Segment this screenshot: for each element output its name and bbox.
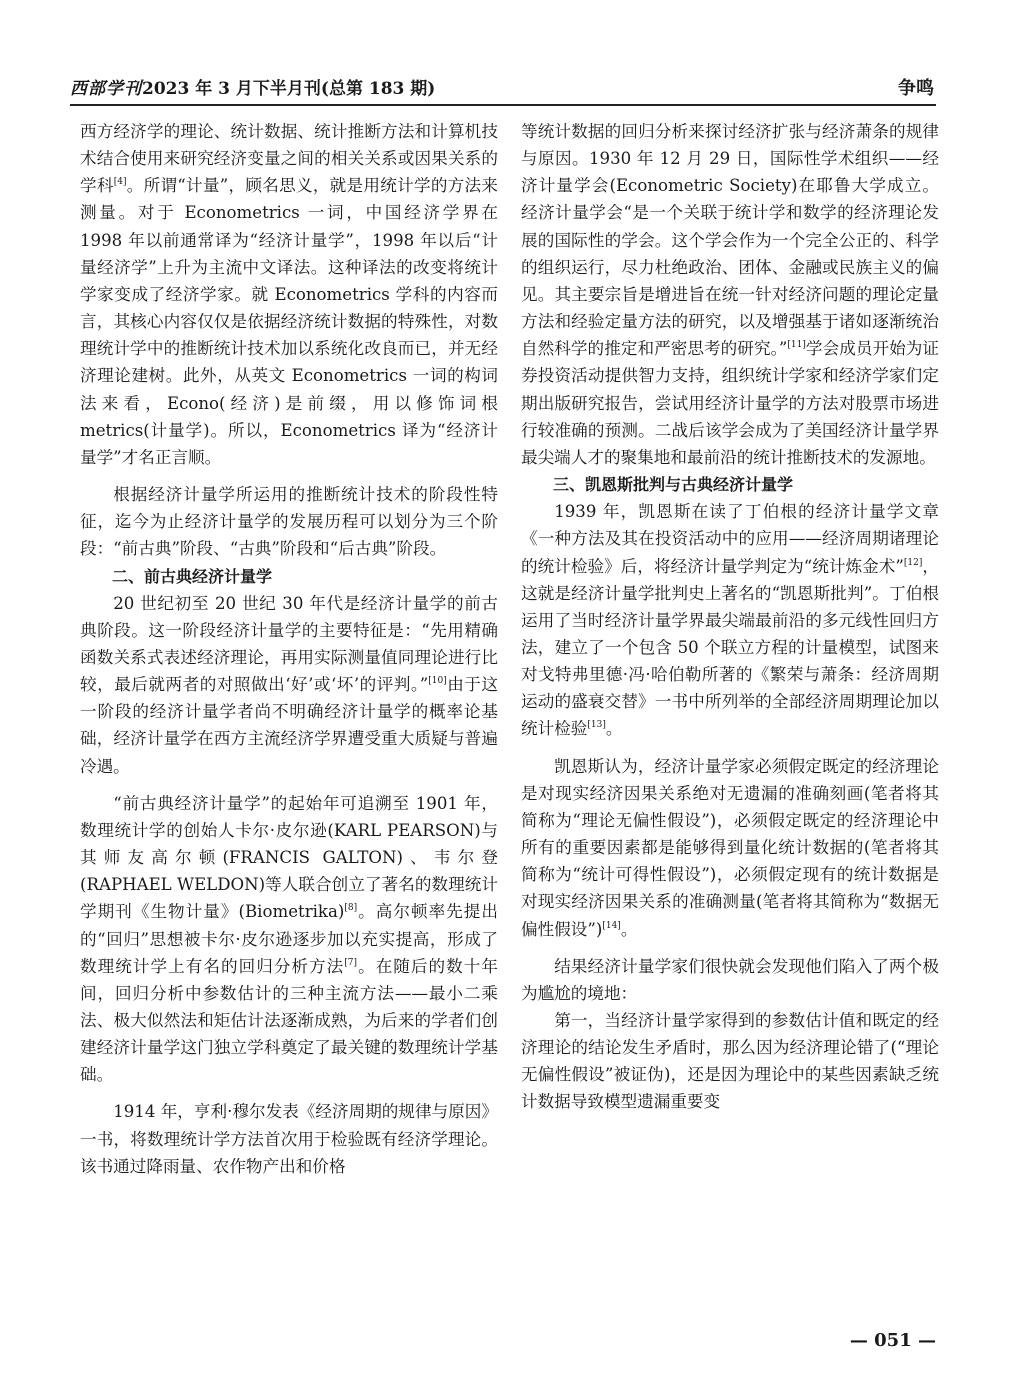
paragraph: “前古典经济计量学”的起始年可追溯至 1901 年，数理统计学的创始人卡尔·皮尔逊(KARL PEARSON)与其师友高尔顿(FRANCIS GALTON)、韦尔登(RAPHAEL WELDON)等人联合创立了著名的数理统计学期刊《生物计量》(Biometrika)[8]。高尔顿率先提出的“回归”思想被卡尔·皮尔逊逐步加以充实提高，形成了数理统计学上有名的回归分析方法[7]。在随后的数十年间，回归分析中参数估计的三种主流方法——最小二乘法、极大似然法和矩估计法逐渐成熟，为后来的学者们创建经济计量学这门独立学科奠定了最关键的数理统计学基础。 (80, 793, 499, 1085)
section-heading: 二、前古典经济计量学 (112, 566, 273, 586)
citation: [7] (344, 957, 358, 968)
citation: [8] (344, 903, 358, 914)
left-column (80, 118, 498, 1180)
citation: [10] (428, 676, 447, 687)
paragraph: 根据经济计量学所运用的推断统计技术的阶段性特征，迄今为止经济计量学的发展历程可以划分为三个阶段：“前古典”阶段、“古典”阶段和“后古典”阶段。 (80, 485, 498, 559)
paragraph: 结果经济计量学家们很快就会发现他们陷入了两个极为尴尬的境地： (521, 956, 939, 1003)
column-name: 争鸣 (898, 78, 934, 99)
paragraph: 1939 年，凯恩斯在读了丁伯根的经济计量学文章《一种方法及其在投资活动中的应用——经济周期诸理论的统计检验》后，将经济计量学判定为“统计炼金术”[12]，这就是经济计量学批判史上著名的“凯恩斯批判”。丁伯根运用了当时经济计量学界最尖端最前沿的多元线性回归方法，建立了一个包含 50 个联立方程的计量模型，试图来对戈特弗里德·冯·哈伯勒所著的《繁荣与萧条：经济周期运动的盛衰交替》一书中所列举的全部经济周期理论加以统计检验[13]。 (521, 502, 940, 739)
running-header (70, 72, 936, 102)
paragraph: 第一，当经济计量学家得到的参数估计值和既定的经济理论的结论发生矛盾时，那么因为经济理论错了(“理论无偏性假设”被证伪)，还是因为理论中的某些因素缺乏统计数据导致模型遗漏重要变 (521, 1011, 939, 1112)
journal-logo: 西部学刊 (70, 79, 142, 99)
citation: [4] (113, 177, 127, 188)
paragraph: 1914 年，亨利·穆尔发表《经济周期的规律与原因》一书，将数理统计学方法首次用于检验既有经济学理论。该书通过降雨量、农作物产出和价格 (80, 1102, 498, 1176)
page-number: — 051 — (849, 1330, 936, 1351)
citation: [11] (787, 340, 806, 351)
header-rule (70, 104, 936, 106)
citation: [14] (602, 920, 621, 931)
paragraph: 20 世纪初至 20 世纪 30 年代是经济计量学的前古典阶段。这一阶段经济计量学的主要特征是：“先用精确函数关系式表述经济理论，再用实际测量值同理论进行比较，最后就两者的对照做出‘好’或‘坏’的评判。”[10]由于这一阶段的经济计量学者尚不明确经济计量学的概率论基础，经济计量学在西方主流经济学界遭受重大质疑与普遍冷遇。 (80, 593, 499, 776)
issue-info: 2023 年 3 月下半月刊(总第 183 期) (142, 79, 436, 99)
journal-issue-line (70, 74, 435, 99)
paragraph: 凯恩斯认为，经济计量学家必须假定既定的经济理论是对现实经济因果关系绝对无遗漏的准确刻画(笔者将其简称为“理论无偏性假设”)，必须假定既定的经济理论中所有的重要因素都是能够得到量化统计数据的(笔者将其简称为“统计可得性假设”)，必须假定现有的统计数据是对现实经济因果关系的准确测量(笔者将其简称为“数据无偏性假设”)[14]。 (521, 756, 939, 939)
citation: [12] (903, 557, 923, 568)
paragraph: 西方经济学的理论、统计数据、统计推断方法和计算机技术结合使用来研究经济变量之间的相关关系或因果关系的学科[4]。所谓“计量”，顾名思义，就是用统计学的方法来测量。对于 Econometrics 一词，中国经济学界在 1998 年以前通常译为“经济计量学”，1998 年以后“计量经济学”上升为主流中文译法。这种译法的改变将统计学家变成了经济学家。就 Econometrics 学科的内容而言，其核心内容仅仅是依据经济统计数据的特殊性，对数理统计学中的推断统计技术加以系统化改良而已，并无经济理论建树。此外，从英文 Econometrics 一词的构词法来看，Econo(经济)是前缀，用以修饰词根 metrics(计量学)。所以，Econometrics 译为“经济计量学”才名正言顺。 (80, 122, 498, 467)
right-column (521, 118, 939, 1116)
citation: [13] (587, 720, 606, 731)
section-heading: 三、凯恩斯批判与古典经济计量学 (553, 475, 794, 495)
paragraph: 等统计数据的回归分析来探讨经济扩张与经济萧条的规律与原因。1930 年 12 月 29 日，国际性学术组织——经济计量学会(Econometric Society)在耶鲁大学成立。经济计量学会“是一个关联于统计学和数学的经济理论发展的国际性的学会。这个学会作为一个完全公正的、科学的组织运行，尽力杜绝政治、团体、金融或民族主义的偏见。其主要宗旨是增进旨在统一针对经济问题的理论定量方法和经验定量方法的研究，以及增强基于诸如逐渐统治自然科学的推定和严密思考的研究。”[11]学会成员开始为证券投资活动提供智力支持，组织统计学家和经济学家们定期出版研究报告，尝试用经济计量学的方法对股票市场进行较准确的预测。二战后该学会成为了美国经济计量学界最尖端人才的聚集地和最前沿的统计推断技术的发源地。 (521, 122, 939, 467)
